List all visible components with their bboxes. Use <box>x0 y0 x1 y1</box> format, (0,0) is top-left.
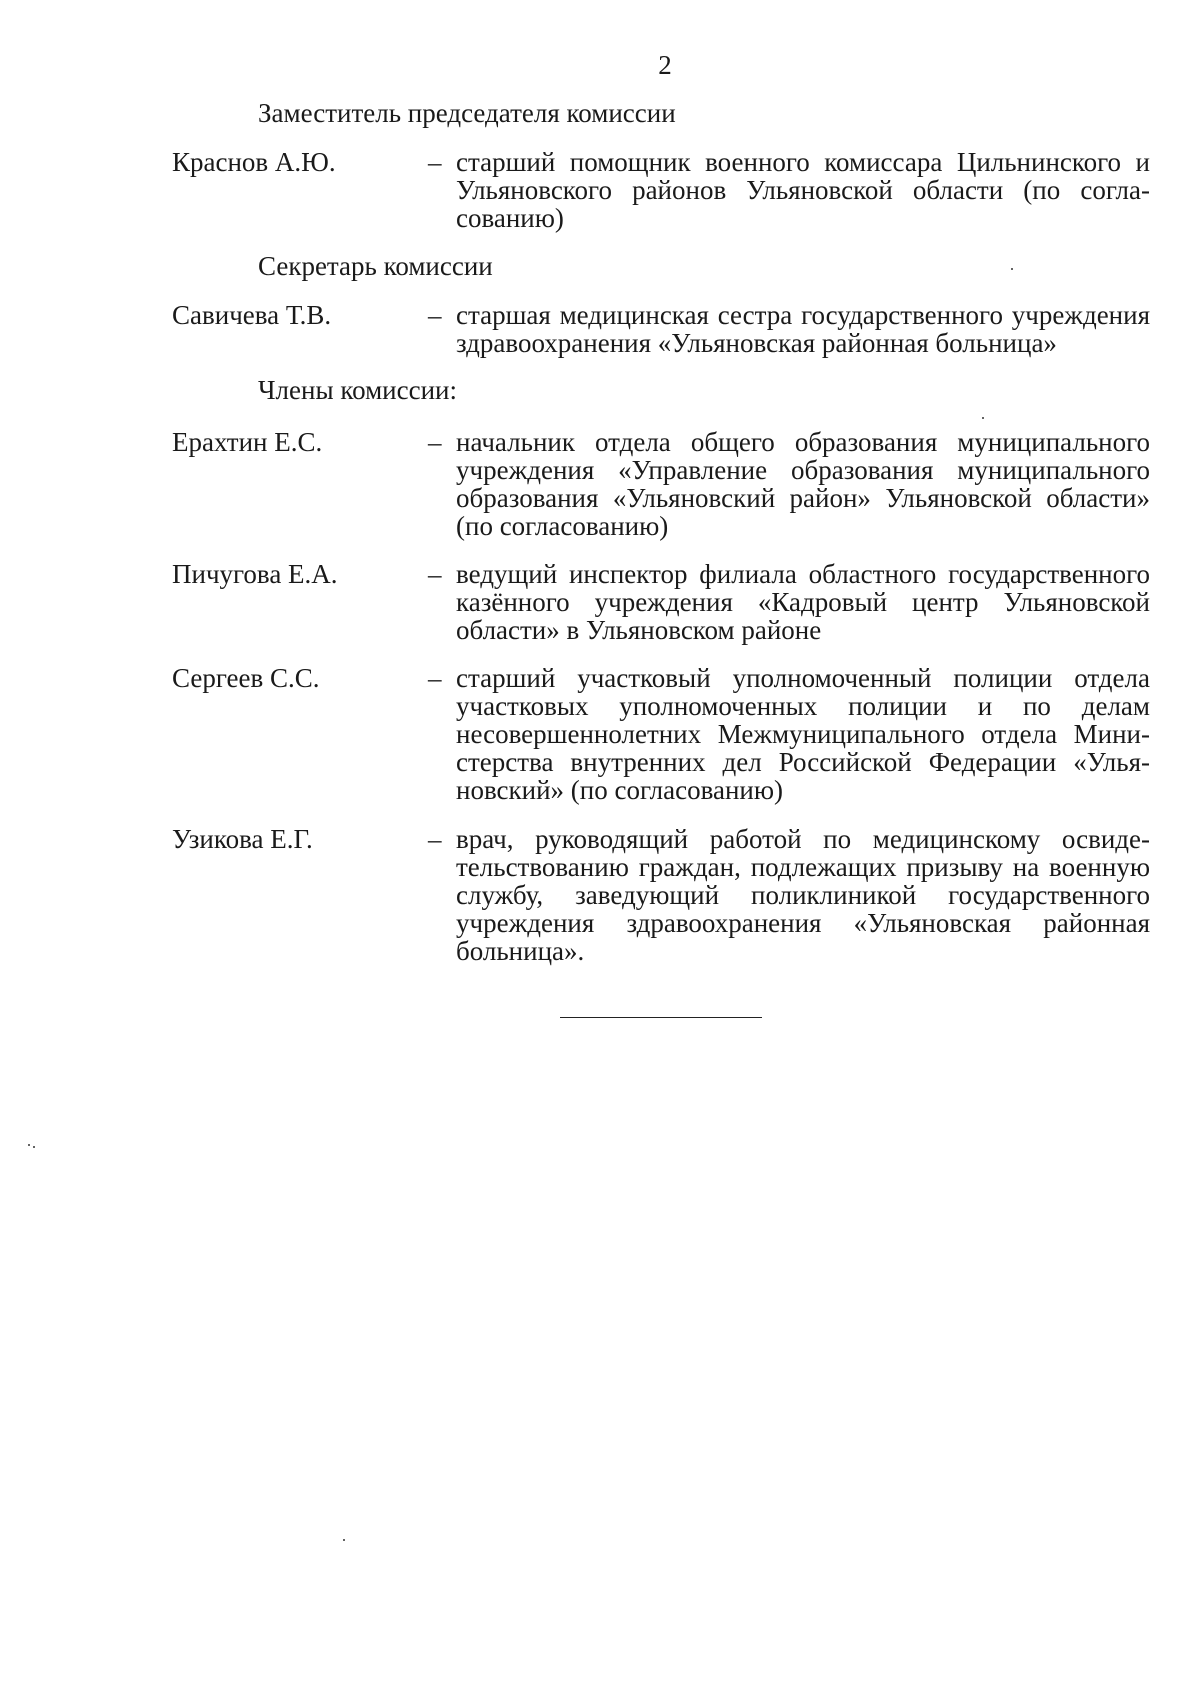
scan-speck <box>33 1146 35 1148</box>
scan-speck <box>1011 268 1013 270</box>
secretary-heading: Секретарь комиссии <box>258 251 493 281</box>
member-name: Сергеев С.С. <box>172 663 320 693</box>
member-position: старшая медицинская сестра государственного учреждения здравоохранения «Ульяновская районная больница» <box>456 300 1150 358</box>
member-name: Узикова Е.Г. <box>172 824 313 854</box>
closing-rule <box>560 1017 762 1018</box>
member-position: начальник отдела общего образования муниципального учреждения «Управление образования муниципального образования «Ульяновский район» Ульяновской области» (по согласованию) <box>456 427 1150 541</box>
member-name: Ерахтин Е.С. <box>172 427 323 457</box>
scan-speck <box>982 417 984 419</box>
member-name: Савичева Т.В. <box>172 300 332 330</box>
dash-separator: – <box>428 559 442 589</box>
dash-separator: – <box>428 824 442 854</box>
dash-separator: – <box>428 663 442 693</box>
page-number: 2 <box>658 50 672 80</box>
members-heading: Члены комиссии: <box>258 375 457 405</box>
dash-separator: – <box>428 300 442 330</box>
member-position: врач, руководящий работой по медицинскому освидетельствованию граждан, подлежащих призыву на военную службу, заведующий поликлиникой государственного учреждения здравоохранения «Ульяновская районная больница». <box>456 824 1150 966</box>
member-position: ведущий инспектор филиала областного государственного казённого учреждения «Кадровый центр Ульяновской области» в Ульяновском районе <box>456 559 1150 645</box>
scan-speck <box>28 1144 30 1146</box>
deputy-chair-heading: Заместитель председателя комиссии <box>258 98 676 128</box>
member-name: Краснов А.Ю. <box>172 147 336 177</box>
scan-speck <box>343 1539 345 1541</box>
member-position: старший участковый уполномоченный полиции отдела участковых уполномоченных полиции и по делам несовершеннолетних Межмуниципального отдела Министерства внутренних дел Российской Федерации «Ульяновский» (по согласованию) <box>456 663 1150 805</box>
member-position: старший помощник военного комиссара Цильнинского и Ульяновского районов Ульяновской области (по согласованию) <box>456 147 1150 233</box>
member-name: Пичугова Е.А. <box>172 559 338 589</box>
dash-separator: – <box>428 427 442 457</box>
dash-separator: – <box>428 147 442 177</box>
